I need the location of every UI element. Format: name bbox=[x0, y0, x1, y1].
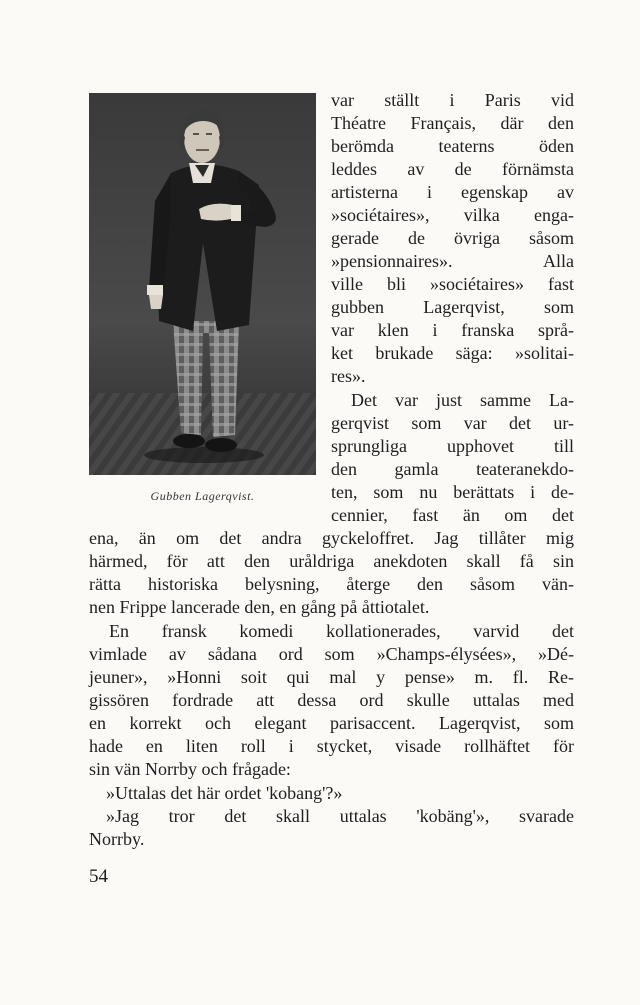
text-line: gissören fordrade att dessa ord skulle uttalas med bbox=[89, 690, 574, 710]
text-line: den gamla teateranekdo- bbox=[331, 459, 574, 479]
text-line: »Jag tror det skall uttalas 'kobäng'», svarade bbox=[106, 806, 574, 826]
text-line: var ställt i Paris vid bbox=[331, 90, 574, 110]
text-line: gerade de övriga såsom bbox=[331, 228, 574, 248]
text-line: Norrby. bbox=[89, 829, 145, 849]
text-line: »pensionnaires». Alla bbox=[331, 251, 574, 271]
text-line: ville bli »sociétaires» fast bbox=[331, 274, 574, 294]
text-line: Det var just samme La- bbox=[351, 390, 574, 410]
text-line: hade en liten roll i stycket, visade rollhäftet för bbox=[89, 736, 574, 756]
text-line: rätta historiska belysning, återge den såsom vän- bbox=[89, 574, 574, 594]
text-line: härmed, för att den uråldriga anekdoten skall få sin bbox=[89, 551, 574, 571]
text-line: cennier, fast än om det bbox=[331, 505, 574, 525]
text-line: »sociétaires», vilka enga- bbox=[331, 205, 574, 225]
text-line: vimlade av sådana ord som »Champs-élysées», »Dé- bbox=[89, 644, 574, 664]
text-line: ena, än om det andra gyckeloffret. Jag tillåter mig bbox=[89, 528, 574, 548]
text-line: Théatre Français, där den bbox=[331, 113, 574, 133]
text-line: var klen i franska språ- bbox=[331, 320, 574, 340]
text-line: artisterna i egenskap av bbox=[331, 182, 574, 202]
text-line: ten, som nu berättats i de- bbox=[331, 482, 574, 502]
text-line: nen Frippe lancerade den, en gång på åttiotalet. bbox=[89, 597, 430, 617]
text-line: ket brukade säga: »solitai- bbox=[331, 343, 574, 363]
text-line: En fransk komedi kollationerades, varvid det bbox=[109, 621, 574, 641]
text-line: sprungliga upphovet till bbox=[331, 436, 574, 456]
text-line: »Uttalas det här ordet 'kobang'?» bbox=[106, 783, 343, 803]
figure-caption: Gubben Lagerqvist. bbox=[150, 489, 255, 503]
portrait-photo bbox=[89, 93, 316, 475]
text-line: leddes av de förnämsta bbox=[331, 159, 574, 179]
text-line: berömda teaterns öden bbox=[331, 136, 574, 156]
photograph-figure bbox=[89, 93, 316, 475]
text-line: sin vän Norrby och frågade: bbox=[89, 759, 291, 779]
page-number: 54 bbox=[89, 866, 108, 887]
text-line: gerqvist som var det ur- bbox=[331, 413, 574, 433]
text-line: jeuner», »Honni soit qui mal y pense» m. fl. Re- bbox=[89, 667, 574, 687]
text-line: gubben Lagerqvist, som bbox=[331, 297, 574, 317]
text-line: res». bbox=[331, 366, 366, 386]
text-line: en korrekt och elegant parisaccent. Lagerqvist, som bbox=[89, 713, 574, 733]
